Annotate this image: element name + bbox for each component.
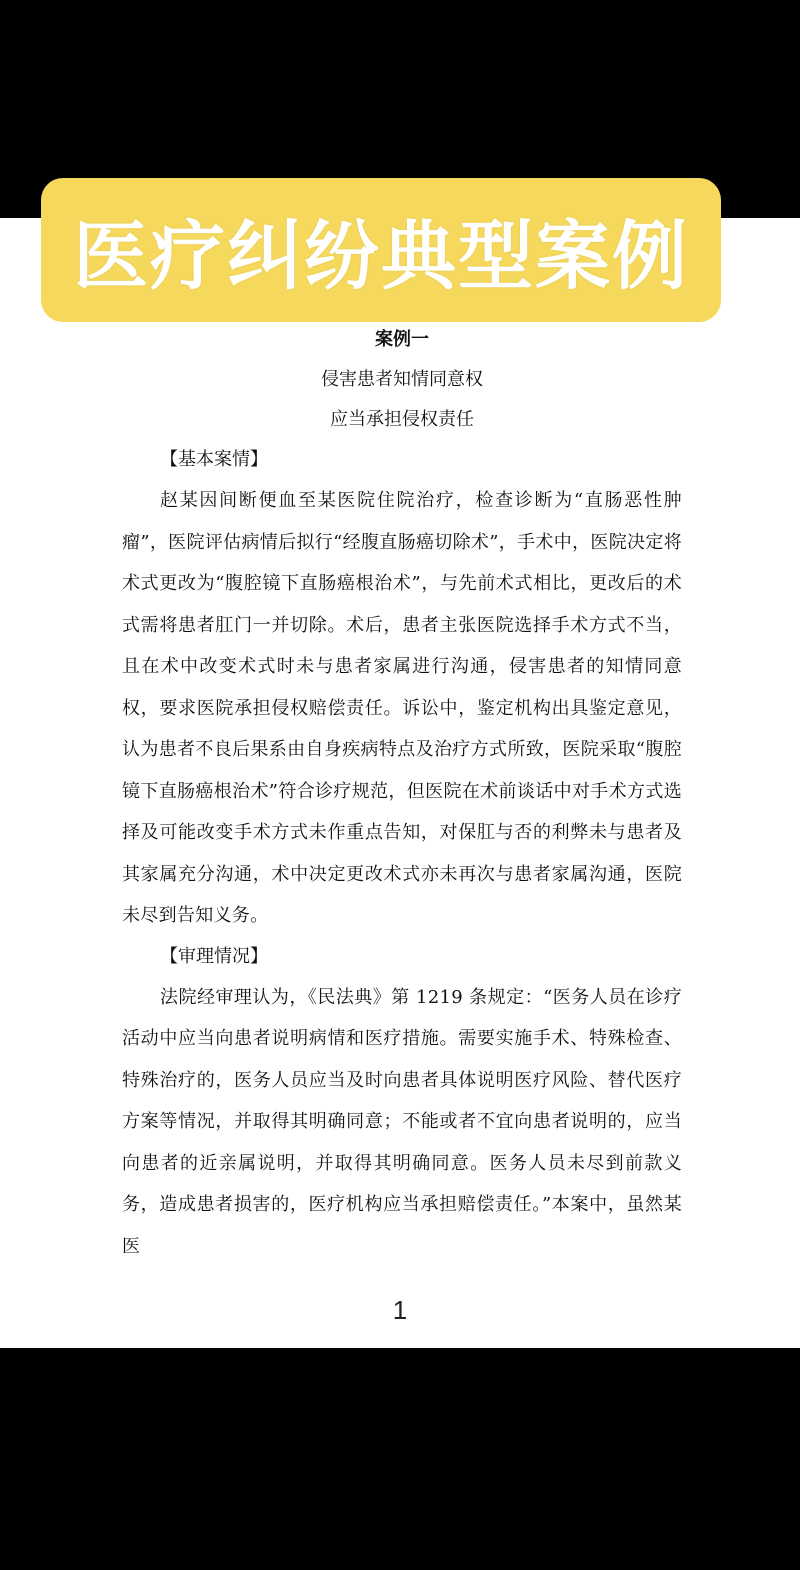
basic-facts-text: 赵某因间断便血至某医院住院治疗，检查诊断为“直肠恶性肿瘤”，医院评估病情后拟行“经腹直肠癌切除术”，手术中，医院决定将术式更改为“腹腔镜下直肠癌根治术”，与先前术式相比，更改后的术式需将患者肛门一并切除。术后，患者主张医院选择手术方式不当，且在术中改变术式时未与患者家属进行沟通，侵害患者的知情同意权，要求医院承担侵权赔偿责任。诉讼中，鉴定机构出具鉴定意见，认为患者不良后果系由自身疾病特点及治疗方式所致，医院采取“腹腔镜下直肠癌根治术”符合诊疗规范，但医院在术前谈话中对手术方式选择及可能改变手术方式未作重点告知，对保肛与否的利弊未与患者及其家属充分沟通，术中决定更改术式亦未再次与患者家属沟通，医院未尽到告知义务。 — [122, 490, 682, 926]
case-number: 案例一 — [375, 329, 429, 350]
trial-heading: 【审理情况】 — [160, 945, 268, 967]
page-number: 1 — [392, 1295, 408, 1325]
banner-title: 医疗纠纷典型案例 — [72, 211, 689, 300]
document-body — [122, 320, 682, 1267]
basic-facts-heading: 【基本案情】 — [160, 449, 268, 470]
trial-text: 法院经审理认为，《民法典》第 1219 条规定：“医务人员在诊疗活动中应当向患者说明病情和医疗措施。需要实施手术、特殊检查、特殊治疗的，医务人员应当及时向患者具体说明医疗风险、替代医疗方案等情况，并取得其明确同意；不能或者不宜向患者说明的，应当向患者的近亲属说明，并取得其明确同意。医务人员未尽到前款义务，造成患者损害的，医疗机构应当承担赔偿责任。”本案中，虽然某医 — [122, 986, 682, 1257]
case-subtitle-line2: 应当承担侵权责任 — [330, 409, 474, 430]
case-subtitle-line1: 侵害患者知情同意权 — [321, 369, 483, 390]
title-banner — [41, 178, 721, 322]
